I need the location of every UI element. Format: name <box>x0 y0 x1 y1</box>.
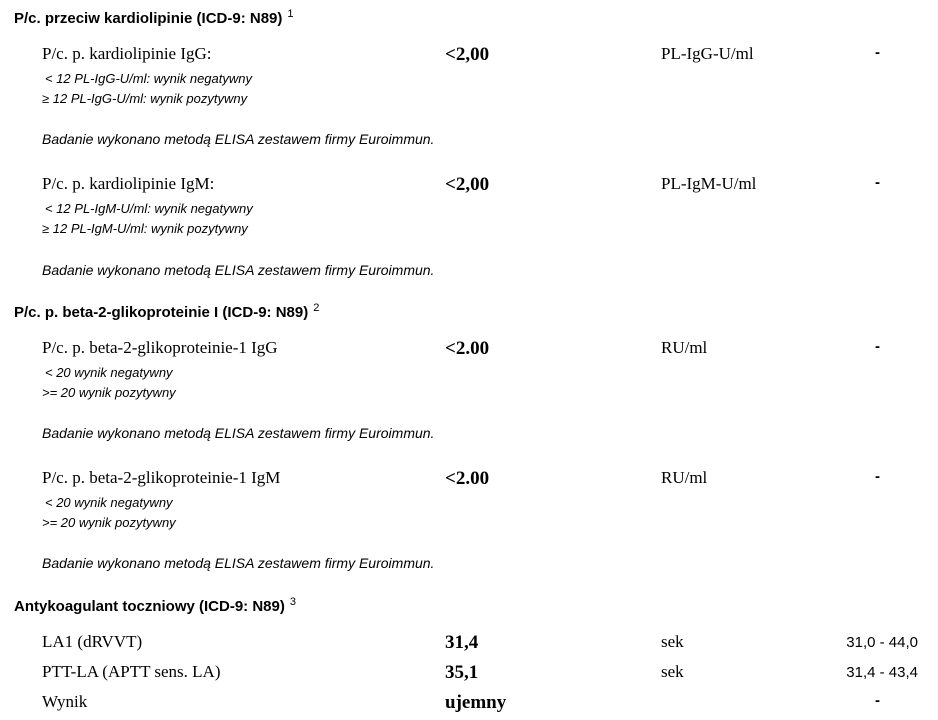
test-reference: - <box>875 338 880 355</box>
test-result: 35,1 <box>445 662 479 683</box>
footnote-marker: 3 <box>289 596 296 608</box>
test-reference: - <box>875 44 880 61</box>
result-row-beta2-igg <box>0 338 938 360</box>
interpretation-note: < 20 wynik negatywny <box>45 495 173 510</box>
section-title-kardiolipina <box>14 10 294 27</box>
interpretation-note: ≥ 12 PL-IgM-U/ml: wynik pozytywny <box>42 221 248 236</box>
method-note: Badanie wykonano metodą ELISA zestawem firmy Euroimmun. <box>42 425 435 441</box>
method-note: Badanie wykonano metodą ELISA zestawem firmy Euroimmun. <box>42 262 435 278</box>
test-name: LA1 (dRVVT) <box>42 632 143 651</box>
interpretation-note: < 12 PL-IgG-U/ml: wynik negatywny <box>45 71 252 86</box>
interpretation-note: >= 20 wynik pozytywny <box>42 385 176 400</box>
test-name: P/c. p. beta-2-glikoproteinie-1 IgG <box>42 338 278 357</box>
test-reference: 31,4 - 43,4 <box>846 664 918 681</box>
test-name: PTT-LA (APTT sens. LA) <box>42 662 221 681</box>
interpretation-note: ≥ 12 PL-IgG-U/ml: wynik pozytywny <box>42 91 248 106</box>
test-reference: 31,0 - 44,0 <box>846 634 918 651</box>
result-row-la1 <box>0 632 938 654</box>
test-result: <2,00 <box>445 174 490 195</box>
footnote-marker: 2 <box>313 302 320 314</box>
test-unit: PL-IgG-U/ml <box>661 44 754 63</box>
interpretation-note: < 12 PL-IgM-U/ml: wynik negatywny <box>45 201 253 216</box>
test-name: P/c. p. kardiolipinie IgG: <box>42 44 212 63</box>
test-result: <2.00 <box>445 338 490 359</box>
result-row-kardiolipina-igm <box>0 174 938 196</box>
test-unit: RU/ml <box>661 468 708 487</box>
result-row-ptt-la <box>0 662 938 684</box>
test-unit: PL-IgM-U/ml <box>661 174 757 193</box>
test-reference: - <box>875 174 880 191</box>
section-title-text: P/c. przeciw kardiolipinie (ICD-9: N89) <box>14 10 283 27</box>
test-name: Wynik <box>42 692 88 711</box>
result-row-wynik <box>0 692 938 714</box>
test-result: ujemny <box>445 692 507 713</box>
section-title-text: Antykoagulant toczniowy (ICD-9: N89) <box>14 598 285 615</box>
test-unit: sek <box>661 662 684 681</box>
test-result: <2,00 <box>445 44 490 65</box>
test-reference: - <box>875 692 880 709</box>
footnote-marker: 1 <box>287 8 294 20</box>
test-unit: sek <box>661 632 684 651</box>
result-row-kardiolipina-igg <box>0 44 938 66</box>
test-unit: RU/ml <box>661 338 708 357</box>
method-note: Badanie wykonano metodą ELISA zestawem firmy Euroimmun. <box>42 555 435 571</box>
test-name: P/c. p. beta-2-glikoproteinie-1 IgM <box>42 468 281 487</box>
interpretation-note: < 20 wynik negatywny <box>45 365 173 380</box>
section-title-antykoagulant <box>14 598 296 615</box>
result-row-beta2-igm <box>0 468 938 490</box>
test-name: P/c. p. kardiolipinie IgM: <box>42 174 215 193</box>
test-result: 31,4 <box>445 632 479 653</box>
interpretation-note: >= 20 wynik pozytywny <box>42 515 176 530</box>
section-title-text: P/c. p. beta-2-glikoproteinie I (ICD-9: N89) <box>14 304 309 321</box>
test-result: <2.00 <box>445 468 490 489</box>
method-note: Badanie wykonano metodą ELISA zestawem firmy Euroimmun. <box>42 131 435 147</box>
test-reference: - <box>875 468 880 485</box>
section-title-beta2-glikoproteina <box>14 304 319 321</box>
